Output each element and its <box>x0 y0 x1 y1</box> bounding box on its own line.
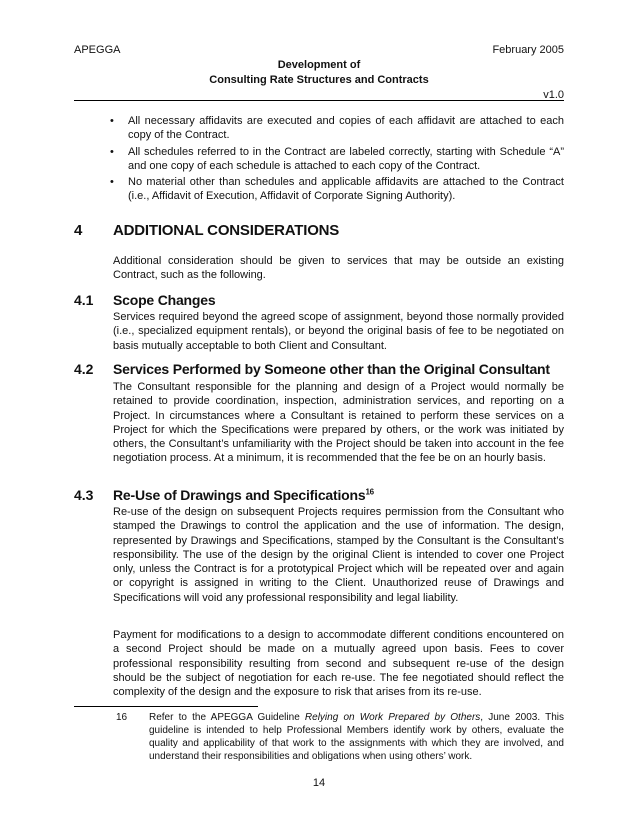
header-org: APEGGA <box>74 44 121 56</box>
section-4-number: 4 <box>74 222 83 239</box>
section-4-text: Additional consideration should be given to services that may be outside an existing Contract, such as the following. <box>113 255 564 282</box>
header-title-line1: Development of <box>277 59 361 71</box>
section-4-3-text-2: Payment for modifications to a design to accommodate different conditions encountered on a second Project should be made on a mutually agreed upon basis. Fees to cover professional responsibility resulting from second and subsequent re-use of the design should be the subject of negotiation for each re-use. The fee negotiated should reflect the complexity of the design and the exposure to risk that arises from its re-use. <box>113 629 564 699</box>
page-number: 14 <box>312 777 326 789</box>
footnote-text: Refer to the APEGGA Guideline Relying on Work Prepared by Others, June 2003. This guideline is intended to help Professional Members identify work by others, evaluate the quality and applicability of that work to the assignments with which they are involved, and understand their responsibilities and obligations when using others’ work. <box>149 712 564 762</box>
section-4-3-number: 4.3 <box>74 487 94 503</box>
section-4-1-title: Scope Changes <box>113 292 216 308</box>
header-title-line2: Consulting Rate Structures and Contracts <box>209 74 429 86</box>
section-4-2-title: Services Performed by Someone other than the Original Consultant <box>113 361 550 377</box>
section-4-1-text: Services required beyond the agreed scope of assignment, beyond those normally provided (i.e., specialized equipment rentals), or beyond the original basis of fee to be negotiated on basis mutually acceptable to both Client and Consultant. <box>113 311 564 352</box>
footnote-rule <box>74 706 258 707</box>
list-item: • All necessary affidavits are executed and copies of each affidavit are attached to each copy of the Contract. <box>110 115 564 142</box>
section-4-title: ADDITIONAL CONSIDERATIONS <box>113 222 340 239</box>
section-4-2-text: The Consultant responsible for the planning and design of a Project would normally be retained to provide coordination, inspection, administration services, and reporting on a Project. In circumstances where a Consultant is retained to perform these services on a Project for which the Specifications were prepared by others, or the work was initiated by others, the Consultant’s unfamiliarity with the Project should be taken into account in the fee negotiation process. At a minimum, it is recommended that the fee be on an hourly basis. <box>113 381 564 465</box>
footnote-number: 16 <box>116 712 128 723</box>
footnote-ref: 16 <box>365 487 374 497</box>
bullet-icon: • <box>110 176 114 189</box>
section-4-3-text-1: Re-use of the design on subsequent Projects requires permission from the Consultant who stamped the Drawings to control the application and the use of information. The design, represented by Drawings and Specifications, stamped by the Consultant is the Consultant’s responsibility. The use of the design by the original Client is intended to cover one Project only, unless the Contract is for a prototypical Project which will be repeated over and again or copyright is assigned in writing to the Client. Unauthorized reuse of Drawings and Specifications will void any professional responsibility and legal liability. <box>113 506 564 604</box>
list-item: • All schedules referred to in the Contract are labeled correctly, starting with Schedule “A” and one copy of each schedule is attached to each copy of the Contract. <box>110 145 564 172</box>
bullet-icon: • <box>110 145 114 158</box>
list-item: • No material other than schedules and applicable affidavits are attached to the Contract (i.e., Affidavit of Execution, Affidavit of Corporate Signing Authority). <box>110 176 564 203</box>
bullet-list <box>110 114 564 206</box>
section-4-3-title: Re-Use of Drawings and Specifications$^{16}$ <box>113 487 374 503</box>
section-4-2-number: 4.2 <box>74 361 94 377</box>
section-4-1-number: 4.1 <box>74 292 94 308</box>
header-date: February 2005 <box>492 44 564 56</box>
header-rule <box>74 100 564 101</box>
header-version: v1.0 <box>543 89 564 101</box>
bullet-icon: • <box>110 115 114 127</box>
